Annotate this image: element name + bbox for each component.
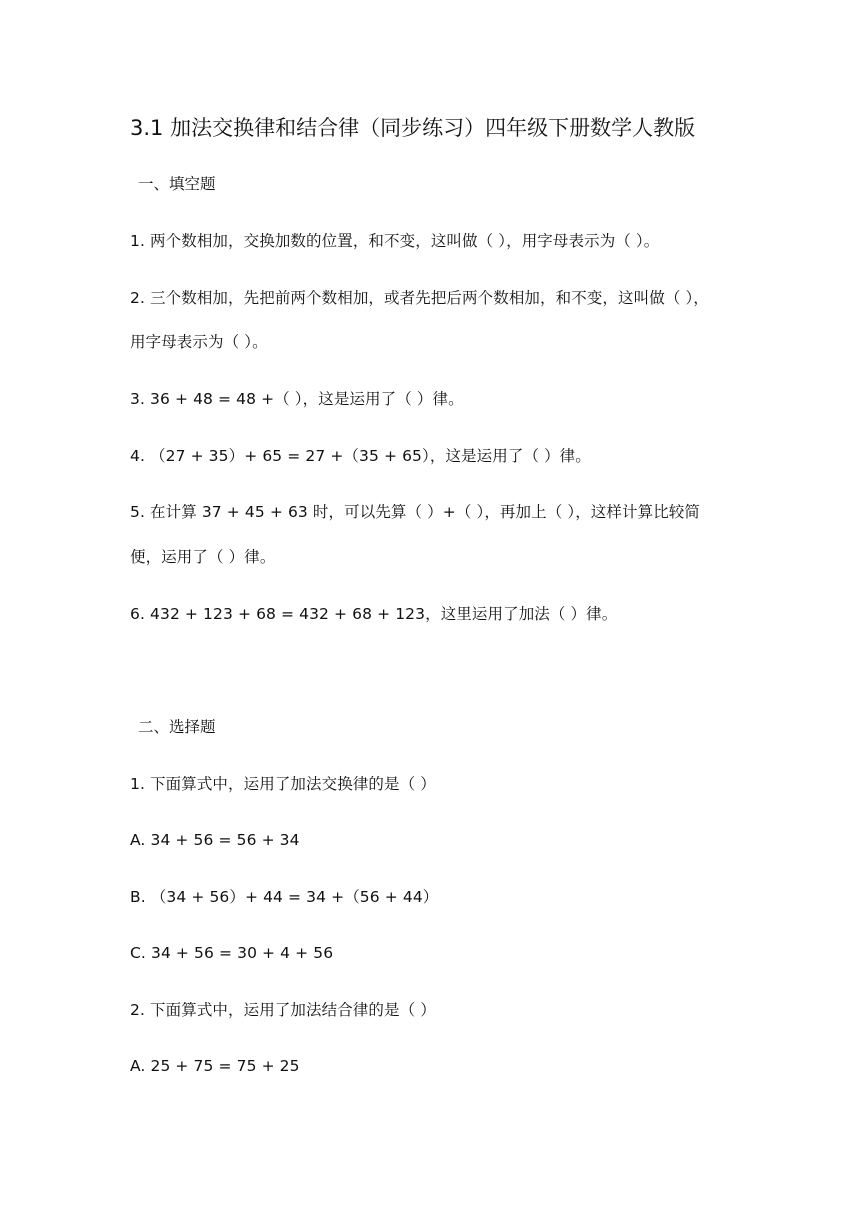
section-heading-fill-in: 一、填空题: [138, 175, 216, 193]
choice-question-1: 1. 下面算式中，运用了加法交换律的是（ ）: [130, 775, 436, 793]
fill-question-6: 6. 432 + 123 + 68 = 432 + 68 + 123，这里运用了加法（ ）律。: [130, 605, 618, 623]
choice-question-2: 2. 下面算式中，运用了加法结合律的是（ ）: [130, 1001, 436, 1019]
section-heading-multiple-choice: 二、选择题: [138, 718, 216, 736]
choice-question-1-option-a: A. 34 + 56 = 56 + 34: [130, 831, 300, 849]
document-title: 3.1 加法交换律和结合律（同步练习）四年级下册数学人教版: [130, 116, 696, 140]
fill-question-5-continued: 便，运用了（ ）律。: [130, 548, 276, 566]
choice-question-1-option-c: C. 34 + 56 = 30 + 4 + 56: [130, 944, 334, 962]
fill-question-4: 4. （27 + 35）+ 65 = 27 +（35 + 65），这是运用了（ ）律。: [130, 447, 591, 465]
fill-question-1: 1. 两个数相加，交换加数的位置，和不变，这叫做（ ），用字母表示为（ ）。: [130, 232, 660, 250]
fill-question-5: 5. 在计算 37 + 45 + 63 时，可以先算（ ）+（ ），再加上（ ），这样计算比较简: [130, 503, 700, 521]
choice-question-1-option-b: B. （34 + 56）+ 44 = 34 +（56 + 44）: [130, 888, 439, 906]
fill-question-2-continued: 用字母表示为（ ）。: [130, 333, 268, 351]
choice-question-2-option-a: A. 25 + 75 = 75 + 25: [130, 1057, 300, 1075]
fill-question-3: 3. 36 + 48 = 48 +（ ），这是运用了（ ）律。: [130, 390, 464, 408]
fill-question-2: 2. 三个数相加，先把前两个数相加，或者先把后两个数相加，和不变，这叫做（ ），: [130, 289, 709, 307]
